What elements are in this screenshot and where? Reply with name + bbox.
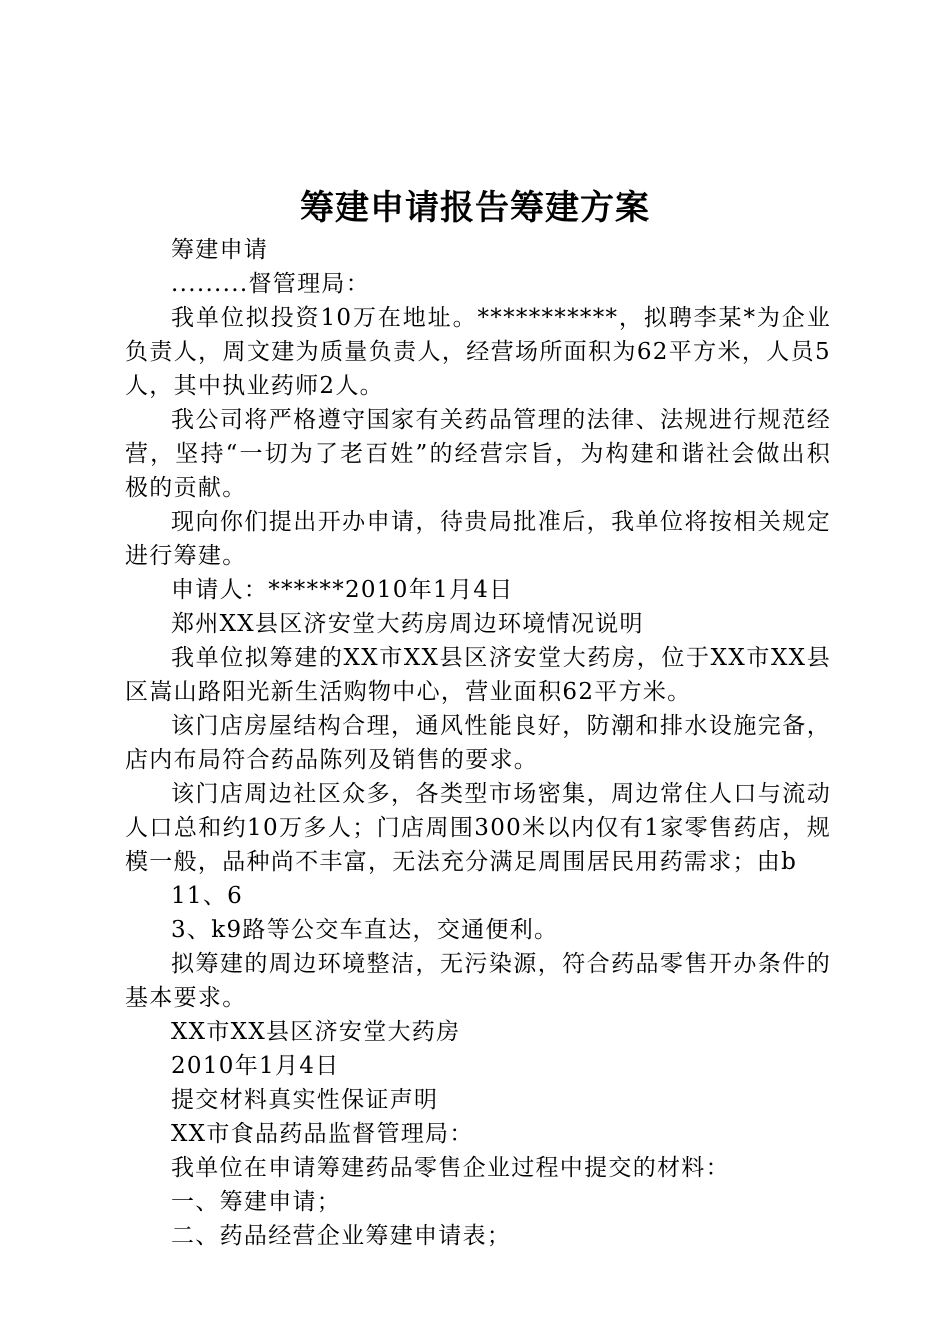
paragraph-addressee: .........督管理局：: [171, 271, 370, 297]
paragraph-signature-date: 2010年1月4日: [171, 1053, 340, 1079]
paragraph-heading-application: 筹建申请: [171, 237, 269, 263]
paragraph-investment: 我单位拟投资10万在地址。***********，拟聘李某*为企业负责人，周文建为质量负责人，经营场所面积为62平方米，人员5人，其中执业药师2人。: [125, 305, 831, 399]
paragraph-signature-store: XX市XX县区济安堂大药房: [171, 1019, 461, 1045]
paragraph-environment-clean: 拟筹建的周边环境整洁，无污染源，符合药品零售开办条件的基本要求。: [125, 951, 831, 1011]
paragraph-location: 我单位拟筹建的XX市XX县区济安堂大药房，位于XX市XX县区嵩山路阳光新生活购物中心，营业面积62平方米。: [125, 645, 831, 705]
paragraph-declaration-addressee: XX市食品药品监督管理局：: [171, 1121, 474, 1147]
paragraph-declaration-heading: 提交材料真实性保证声明: [171, 1087, 439, 1113]
paragraph-structure: 该门店房屋结构合理，通风性能良好，防潮和排水设施完备，店内布局符合药品陈列及销售的要求。: [125, 713, 831, 773]
document-title: 筹建申请报告筹建方案: [300, 188, 650, 228]
paragraph-material-item-2: 二、药品经营企业筹建申请表；: [171, 1223, 512, 1249]
paragraph-applicant-date: 申请人：******2010年1月4日: [171, 577, 514, 603]
paragraph-material-item-1: 一、筹建申请；: [171, 1189, 342, 1215]
document-body: [125, 233, 831, 1253]
paragraph-community: 该门店周边社区众多，各类型市场密集，周边常住人口与流动人口总和约10万多人；门店周围300米以内仅有1家零售药店，规模一般，品种尚不丰富，无法充分满足周围居民用药需求；由b: [125, 781, 831, 875]
paragraph-transport: 3、k9路等公交车直达，交通便利。: [171, 917, 559, 943]
paragraph-materials-intro: 我单位在申请筹建药品零售企业过程中提交的材料：: [171, 1155, 730, 1181]
paragraph-request: 现向你们提出开办申请，待贵局批准后，我单位将按相关规定进行筹建。: [125, 509, 831, 569]
paragraph-compliance: 我公司将严格遵守国家有关药品管理的法律、法规进行规范经营，坚持“一切为了老百姓”的经营宗旨，为构建和谐社会做出积极的贡献。: [125, 407, 831, 501]
paragraph-environment-heading: 郑州XX县区济安堂大药房周边环境情况说明: [171, 611, 644, 637]
paragraph-bus-lines: 11、6: [171, 883, 244, 909]
